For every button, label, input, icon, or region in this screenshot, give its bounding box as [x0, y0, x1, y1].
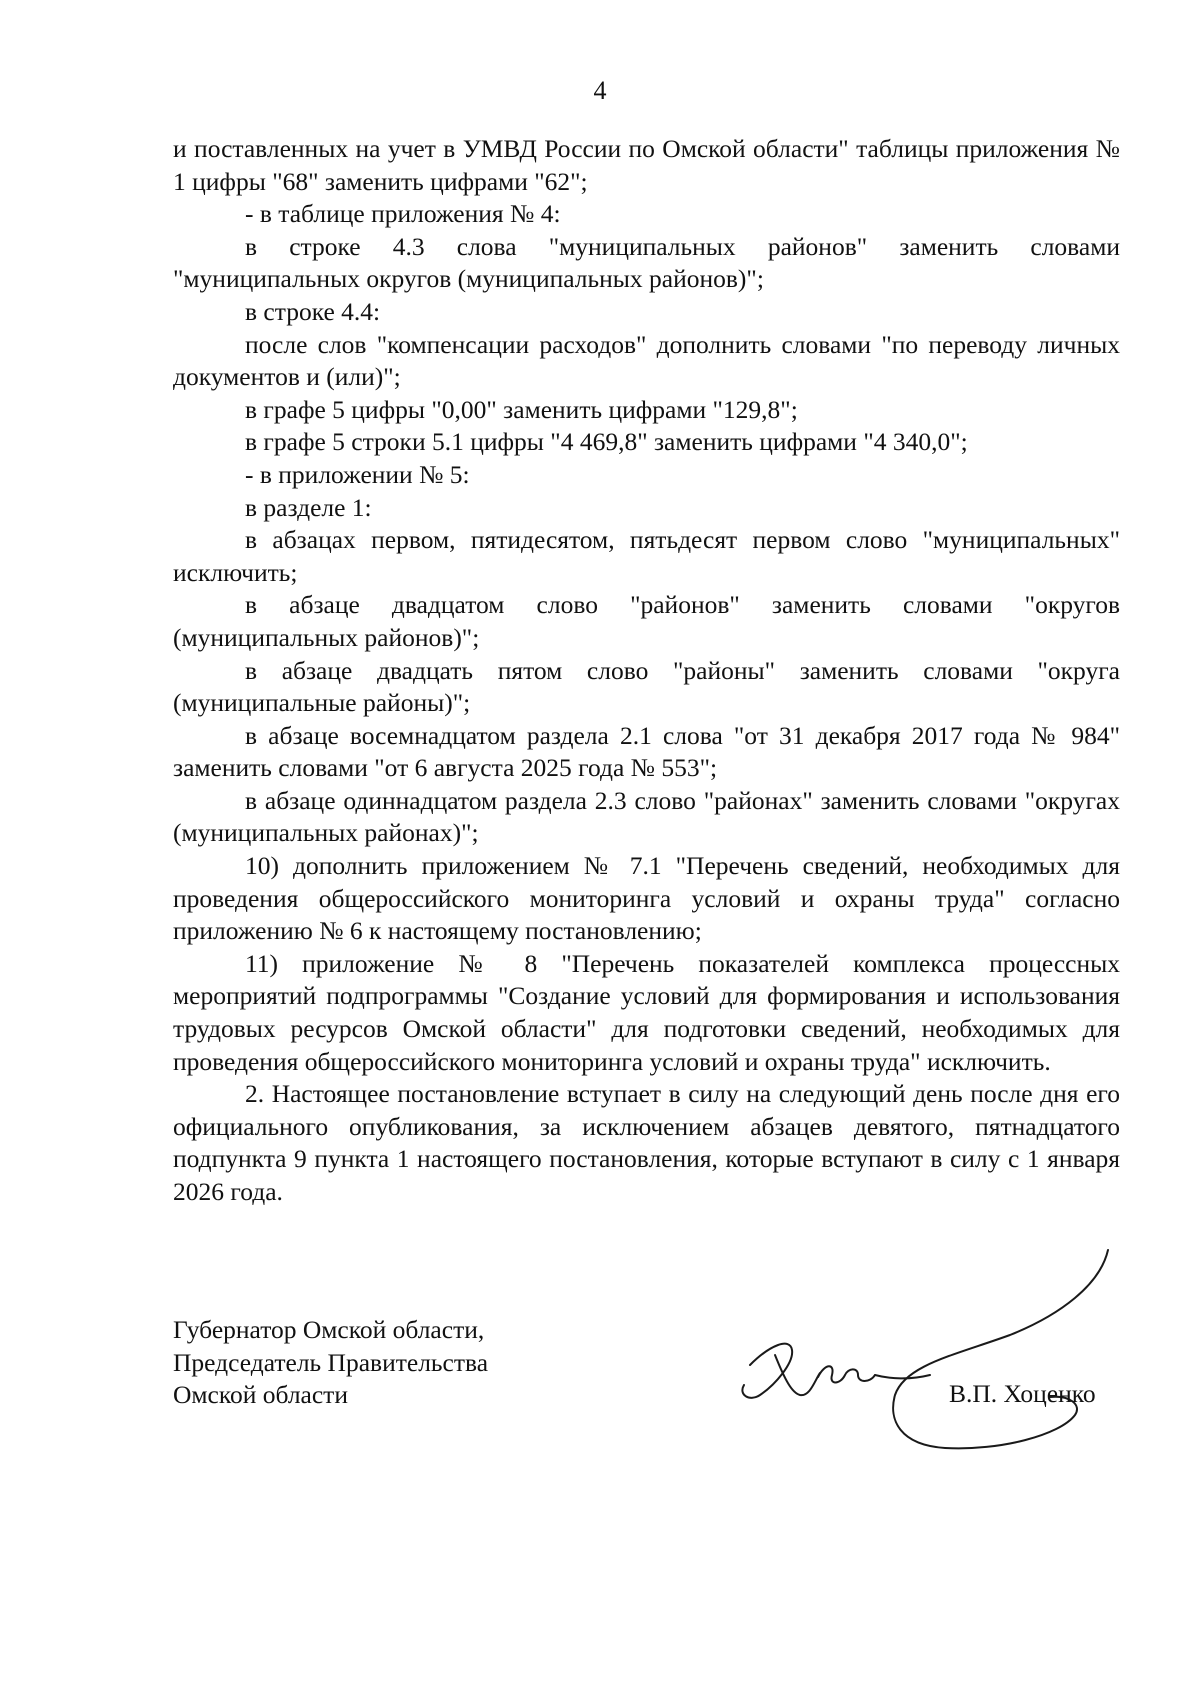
- paragraph: в строке 4.3 слова "муниципальных районов" заменить словами "муниципальных округов (муниципальных районов)";: [173, 231, 1120, 294]
- paragraph: 2. Настоящее постановление вступает в силу на следующий день после дня его официального опубликования, за исключением абзацев девятого, пятнадцатого подпункта 9 пункта 1 настоящего постановления, которые вступают в силу с 1 января 2026 года.: [173, 1079, 1120, 1206]
- handwritten-signature: [730, 1245, 1130, 1465]
- paragraph: - в таблице приложения № 4:: [245, 199, 561, 229]
- paragraph: в разделе 1:: [245, 492, 372, 522]
- signatory-title: [173, 1314, 488, 1412]
- paragraph: в графе 5 цифры "0,00" заменить цифрами "129,8";: [245, 394, 798, 424]
- signatory-title-line: Председатель Правительства: [173, 1347, 489, 1377]
- paragraph: 10) дополнить приложением № 7.1 "Перечень сведений, необходимых для проведения общероссийского мониторинга условий и охраны труда" согласно приложению № 6 к настоящему постановлению;: [173, 851, 1120, 946]
- paragraph: в абзаце одиннадцатом раздела 2.3 слово "районах" заменить словами "округах (муниципальных районах)";: [173, 785, 1120, 848]
- signatory-name: В.П. Хоценко: [949, 1379, 1096, 1408]
- paragraph: и поставленных на учет в УМВД России по Омской области" таблицы приложения № 1 цифры "68" заменить цифрами "62";: [173, 134, 1120, 196]
- signatory-title-line: Губернатор Омской области,: [173, 1315, 485, 1344]
- page-number: 4: [593, 76, 607, 105]
- signatory-title-line: Омской области: [173, 1380, 348, 1410]
- paragraph: в строке 4.4:: [245, 296, 381, 326]
- document-body: [173, 133, 1120, 1209]
- paragraph: в графе 5 строки 5.1 цифры "4 469,8" заменить цифрами "4 340,0";: [245, 427, 968, 457]
- paragraph: - в приложении № 5:: [245, 459, 470, 489]
- paragraph: в абзацах первом, пятидесятом, пятьдесят первом слово "муниципальных" исключить;: [173, 525, 1120, 587]
- paragraph: 11) приложение № 8 "Перечень показателей комплекса процессных мероприятий подпрограммы "Создание условий для формирования и использования трудовых ресурсов Омской области" для подготовки сведений, необходимых для проведения общероссийского мониторинга условий и охраны труда" исключить.: [173, 948, 1120, 1076]
- paragraph: в абзаце двадцатом слово "районов" заменить словами "округов (муниципальных районов)";: [173, 590, 1120, 652]
- paragraph: в абзаце двадцать пятом слово "районы" заменить словами "округа (муниципальные районы)";: [173, 655, 1120, 718]
- paragraph: в абзаце восемнадцатом раздела 2.1 слова "от 31 декабря 2017 года № 984" заменить словами "от 6 августа 2025 года № 553";: [173, 720, 1120, 783]
- paragraph: после слов "компенсации расходов" дополнить словами "по переводу личных документов и (или)";: [173, 329, 1120, 392]
